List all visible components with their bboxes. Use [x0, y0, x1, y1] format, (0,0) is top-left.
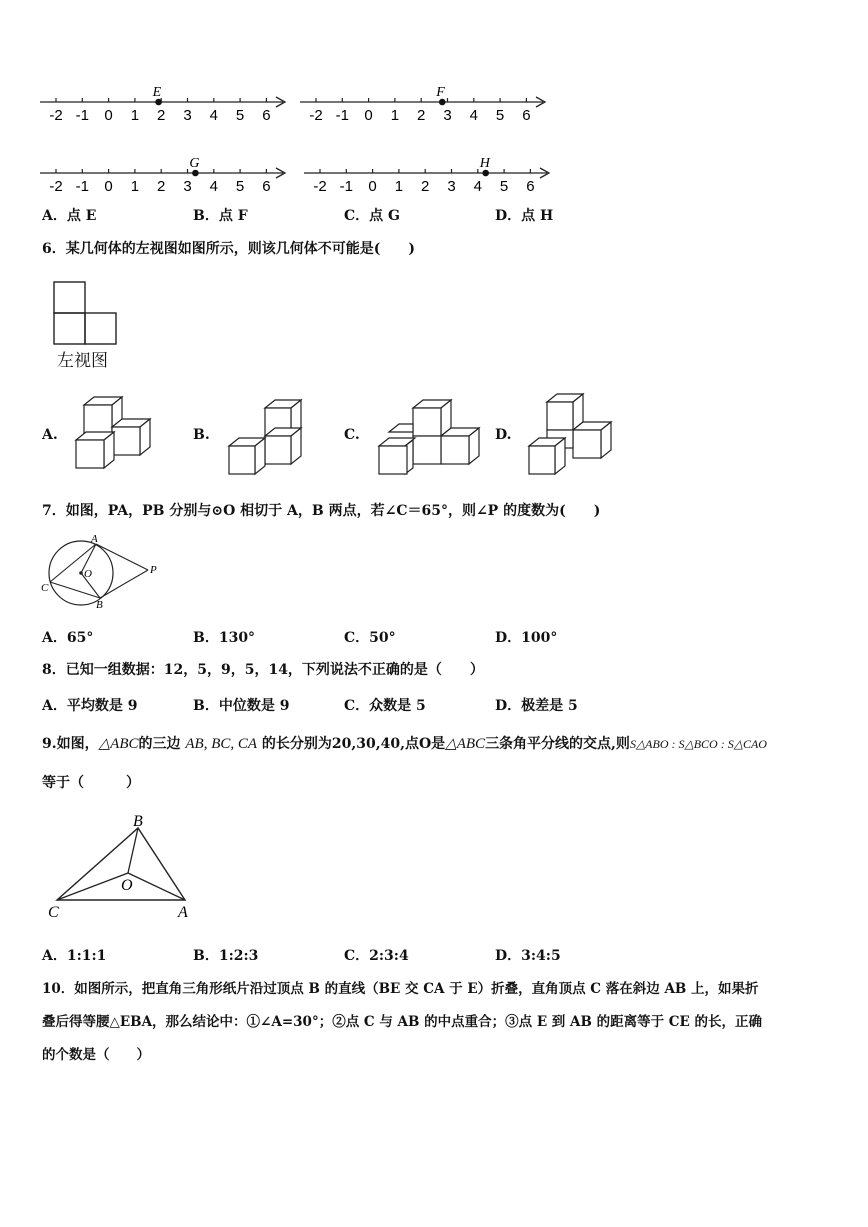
q9-option-d[interactable]: D．3:4:5: [495, 948, 561, 964]
number-line-f: [298, 82, 553, 127]
tick-label: 6: [522, 107, 531, 124]
q9-option-a[interactable]: A．1:1:1: [42, 948, 107, 964]
q9-triangle: △ABC: [98, 736, 139, 752]
q10-stem-line1: 10．如图所示，把直角三角形纸片沿过顶点 B 的直线（BE 交 CA 于 E）折叠，直角顶点 C 落在斜边 AB 上，如果折: [42, 981, 759, 997]
tick-label: 1: [394, 178, 404, 195]
tick-label: 0: [364, 107, 373, 124]
number-line-g: [38, 153, 293, 198]
tick-label: 1: [390, 107, 400, 124]
tick-label: 5: [235, 178, 245, 195]
tick-label: 3: [447, 178, 456, 195]
q7-tangent-figure: [38, 530, 163, 615]
tick-label: 5: [499, 178, 509, 195]
label-b: B: [96, 599, 103, 611]
tick-label: 4: [209, 107, 218, 124]
q9-prefix: 9.如图，: [42, 736, 99, 752]
label-a: A: [178, 904, 188, 921]
q9-mid2: 的长分别为20,30,40,点O是: [261, 736, 446, 752]
label-c: C: [41, 582, 49, 594]
tick-label: 1: [130, 178, 140, 195]
tick-label: -1: [339, 178, 353, 195]
q9-stem: [42, 735, 767, 753]
q9-stem-line2: 等于（ ）: [42, 775, 140, 791]
label-p: P: [150, 564, 157, 576]
tick-label: 3: [183, 107, 192, 124]
tick-label: 4: [473, 178, 482, 195]
q9-triangle-2: △ABC: [445, 736, 486, 752]
tick-label: 1: [130, 107, 140, 124]
q7-option-d[interactable]: D．100°: [495, 630, 558, 646]
tick-label: 5: [235, 107, 245, 124]
tick-label: -1: [335, 107, 349, 124]
q6-option-b-figure: [225, 398, 307, 478]
q6-stem: 6．某几何体的左视图如图所示，则该几何体不可能是( ): [42, 241, 415, 257]
tick-label: 2: [421, 178, 430, 195]
point-label: E: [152, 85, 162, 100]
q8-stem: 8．已知一组数据：12，5，9，5，14，下列说法不正确的是（ ）: [42, 662, 484, 678]
q10-stem-line3: 的个数是（ ）: [42, 1047, 150, 1063]
point-label: H: [479, 156, 490, 171]
q6-option-d-figure: [525, 392, 615, 478]
tick-label: -2: [49, 178, 63, 195]
label-o: O: [84, 568, 92, 580]
q7-stem: 7．如图，PA，PB 分别与⊙O 相切于 A，B 两点，若∠C＝65°，则∠P 的度数为( ): [42, 503, 601, 519]
left-view-figure: [52, 280, 124, 346]
q6-option-c-figure: [375, 398, 485, 478]
q10-stem-line2: 叠后得等腰△EBA，那么结论中：①∠A=30°；②点 C 与 AB 的中点重合；③点 E 到 AB 的距离等于 CE 的长，正确: [42, 1014, 763, 1030]
q9-option-c[interactable]: C．2:3:4: [344, 948, 409, 964]
tick-label: 6: [262, 107, 271, 124]
q9-mid1: 的三边: [138, 736, 181, 752]
tick-label: 3: [183, 178, 192, 195]
tick-label: 0: [104, 178, 113, 195]
q6-option-c-letter[interactable]: C.: [344, 427, 360, 443]
tick-label: -2: [309, 107, 323, 124]
tick-label: 6: [262, 178, 271, 195]
q5-option-c[interactable]: C．点 G: [344, 208, 400, 224]
q7-option-c[interactable]: C．50°: [344, 630, 396, 646]
q7-option-a[interactable]: A．65°: [42, 630, 94, 646]
tick-label: 0: [104, 107, 113, 124]
number-line-e: [38, 82, 293, 127]
tick-label: -2: [313, 178, 327, 195]
label-c: C: [48, 904, 59, 921]
tick-label: 2: [417, 107, 426, 124]
q5-option-b[interactable]: B．点 F: [193, 208, 248, 224]
q9-sides: AB, BC, CA: [185, 736, 258, 752]
q9-option-b[interactable]: B．1:2:3: [193, 948, 259, 964]
label-a: A: [91, 533, 98, 545]
tick-label: -1: [75, 178, 89, 195]
q9-ratio: S△ABO : S△BCO : S△CAO: [629, 737, 767, 751]
q6-option-d-letter[interactable]: D.: [495, 427, 512, 443]
tick-label: 4: [209, 178, 218, 195]
label-o: O: [121, 877, 133, 894]
q8-option-d[interactable]: D．极差是 5: [495, 698, 578, 714]
q5-option-d[interactable]: D．点 H: [495, 208, 554, 224]
tick-label: -1: [75, 107, 89, 124]
q8-option-c[interactable]: C．众数是 5: [344, 698, 426, 714]
tick-label: 6: [526, 178, 535, 195]
q6-option-a-figure: [72, 395, 154, 475]
left-view-caption: 左视图: [57, 351, 108, 371]
tick-label: 2: [157, 107, 166, 124]
tick-label: 0: [368, 178, 377, 195]
point-label: F: [436, 85, 445, 100]
q6-option-a-letter[interactable]: A.: [42, 427, 58, 443]
q9-triangle-figure: [45, 810, 200, 922]
tick-label: 3: [443, 107, 452, 124]
q7-option-b[interactable]: B．130°: [193, 630, 256, 646]
label-b: B: [133, 813, 143, 830]
number-line-h: [302, 153, 557, 198]
q6-option-b-letter[interactable]: B.: [193, 427, 210, 443]
point-label: G: [189, 156, 200, 171]
q9-mid3: 三条角平分线的交点,则: [485, 736, 630, 752]
tick-label: -2: [49, 107, 63, 124]
tick-label: 5: [495, 107, 505, 124]
q5-option-a[interactable]: A．点 E: [42, 208, 97, 224]
q8-option-b[interactable]: B．中位数是 9: [193, 698, 290, 714]
tick-label: 4: [469, 107, 478, 124]
q8-option-a[interactable]: A．平均数是 9: [42, 698, 138, 714]
tick-label: 2: [157, 178, 166, 195]
